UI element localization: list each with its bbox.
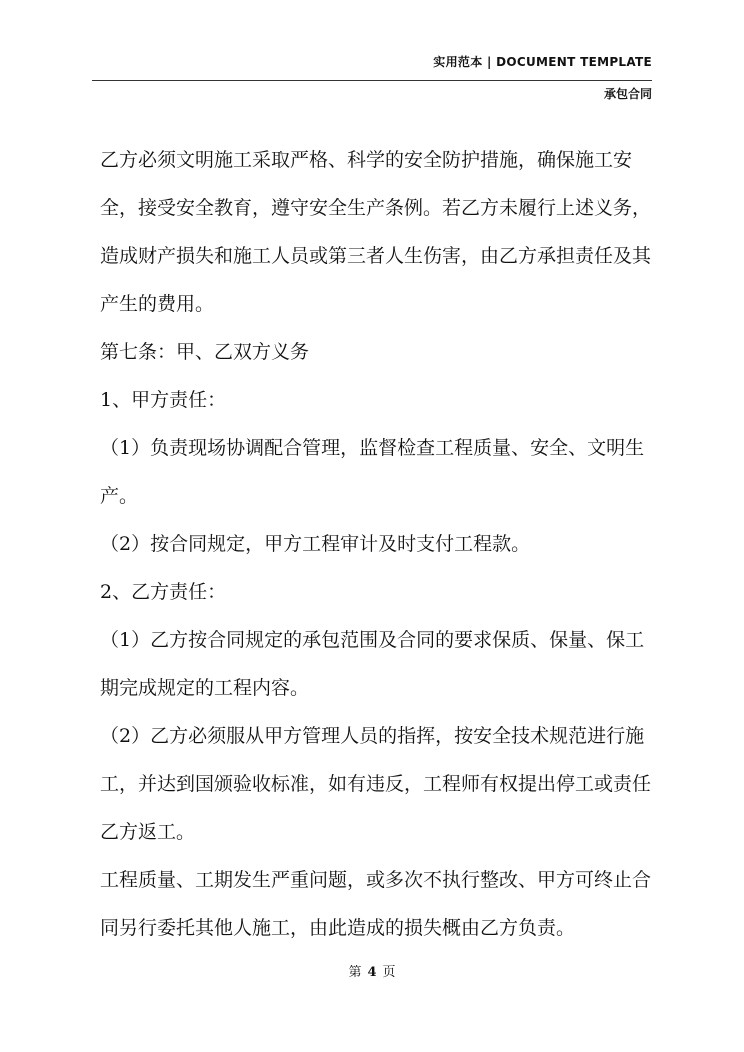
paragraph-article-7-heading: 第七条：甲、乙双方义务 [100, 341, 310, 363]
page-footer [0, 964, 744, 982]
footer-prefix: 第 [348, 965, 362, 980]
header-subtitle: 承包合同 [603, 87, 652, 101]
paragraph-party-b-heading: 2、乙方责任： [100, 581, 227, 603]
paragraph-party-b-item-2: （2）乙方必须服从甲方管理人员的指挥，按安全技术规范进行施工，并达到国颁验收标准，如有违反，工程师有权提出停工或责任乙方返工。 [100, 725, 652, 843]
paragraph-party-a-item-2: （2）按合同规定，甲方工程审计及时支付工程款。 [100, 533, 531, 555]
header-divider [92, 80, 652, 81]
document-body [100, 136, 660, 952]
page-header [433, 52, 652, 72]
paragraph-safety: 乙方必须文明施工采取严格、科学的安全防护措施，确保施工安全，接受安全教育，遵守安全生产条例。若乙方未履行上述义务，造成财产损失和施工人员或第三者人生伤害，由乙方承担责任及其产生的费用。 [100, 149, 652, 315]
paragraph-party-a-heading: 1、甲方责任： [100, 389, 227, 411]
header-title: 实用范本 | DOCUMENT TEMPLATE [433, 55, 652, 69]
paragraph-quality-termination: 工程质量、工期发生严重问题，或多次不执行整改、甲方可终止合同另行委托其他人施工，由此造成的损失概由乙方负责。 [100, 869, 652, 939]
page-number: 4 [367, 965, 377, 980]
footer-suffix: 页 [382, 965, 396, 980]
paragraph-party-a-item-1: （1）负责现场协调配合管理，监督检查工程质量、安全、文明生产。 [100, 437, 645, 507]
paragraph-party-b-item-1: （1）乙方按合同规定的承包范围及合同的要求保质、保量、保工期完成规定的工程内容。 [100, 629, 645, 699]
